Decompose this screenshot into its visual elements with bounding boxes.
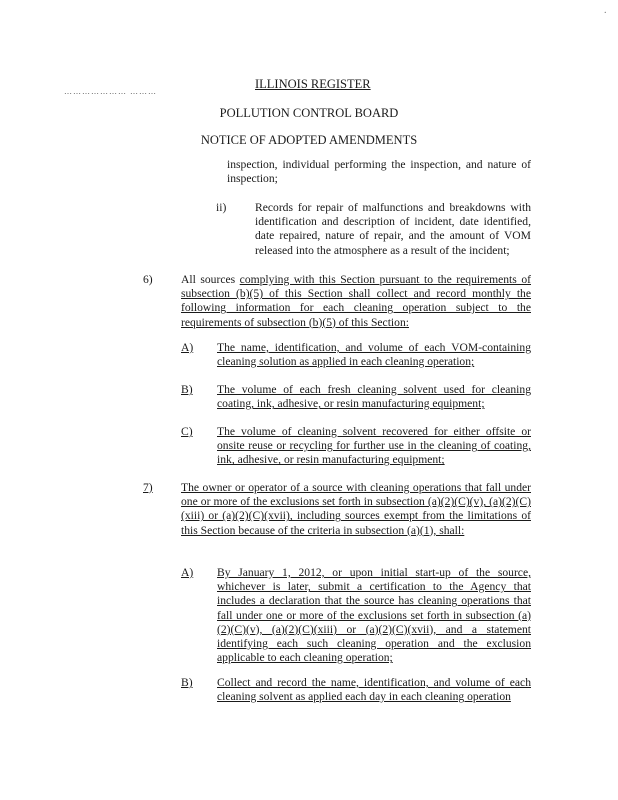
item-6c-label: C) <box>181 425 193 438</box>
board-title: POLLUTION CONTROL BOARD <box>219 106 399 120</box>
item-6-paragraph <box>181 273 531 330</box>
header-left-mark: ………………… ……… <box>64 87 157 96</box>
item-ii-paragraph: Records for repair of malfunctions and breakdowns with identification and description of incident, date identified, date repaired, nature of repair, and the amount of VOM released into the atmosphere as a result of the incident; <box>255 201 531 257</box>
item-6b-label: B) <box>181 383 193 396</box>
item-7b-label: B) <box>181 676 193 689</box>
item-6-plain: All sources <box>181 273 240 286</box>
item-7-paragraph: The owner or operator of a source with cleaning operations that fall under one or more of the exclusions set forth in subsection (a)(2)(C)(v), (a)(2)(C)(xiii) or (a)(2)(C)(xvii), including sources exempt from the limitations of this Section because of the criteria in subsection (a)(1), shall: <box>181 481 531 537</box>
item-6-amended: complying with this Section pursuant to the requirements of subsection (b)(5) of this Section shall collect and record monthly the following information for each cleaning operation subject to the requirements of subsection (b)(5) of this Section: <box>181 273 531 329</box>
continuation-paragraph: inspection, individual performing the inspection, and nature of inspection; <box>227 158 531 186</box>
item-6b-paragraph: The volume of each fresh cleaning solvent used for cleaning coating, ink, adhesive, or resin manufacturing equipment; <box>217 383 531 411</box>
corner-speck: . <box>604 5 607 16</box>
notice-title: NOTICE OF ADOPTED AMENDMENTS <box>200 133 418 147</box>
item-6a-paragraph: The name, identification, and volume of each VOM-containing cleaning solution as applied in each cleaning operation; <box>217 341 531 369</box>
item-6-label: 6) <box>143 273 153 286</box>
item-6c-paragraph: The volume of cleaning solvent recovered for either offsite or onsite reuse or recycling for further use in the cleaning of coating, ink, adhesive, or resin manufacturing equipment; <box>217 425 531 467</box>
item-7b-paragraph: Collect and record the name, identification, and volume of each cleaning solvent as applied each day in each cleaning operation <box>217 676 531 704</box>
item-7a-paragraph: By January 1, 2012, or upon initial start-up of the source, whichever is later, submit a certification to the Agency that includes a declaration that the source has cleaning operations that fall under one or more of the exclusions set forth in subsection (a)(2)(C)(v), (a)(2)(C)(xiii) or (a)(2)(C)(xvii), and a statement identifying each such cleaning operation and the exclusion applicable to each cleaning operation; <box>217 566 531 665</box>
item-7-label: 7) <box>143 481 153 494</box>
item-7a-label: A) <box>181 566 194 579</box>
register-title: ILLINOIS REGISTER <box>255 77 371 91</box>
item-ii-label: ii) <box>216 201 227 214</box>
item-6a-label: A) <box>181 341 194 354</box>
